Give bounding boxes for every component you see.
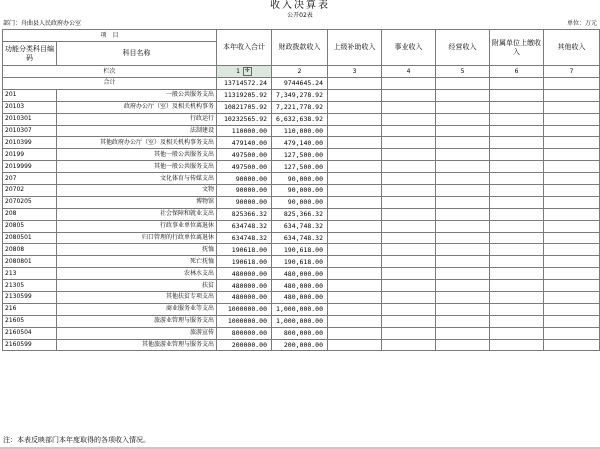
row-business[interactable] — [382, 137, 436, 149]
row-operating[interactable] — [436, 173, 490, 185]
row-business[interactable] — [382, 125, 436, 137]
row-business[interactable] — [382, 149, 436, 161]
row-name[interactable]: 农林水支出 — [57, 268, 217, 280]
row-code[interactable]: 2010399 — [3, 137, 57, 149]
row-other[interactable] — [544, 315, 600, 327]
row-code[interactable]: 216 — [3, 303, 57, 315]
row-operating[interactable] — [436, 303, 490, 315]
row-upper[interactable] — [328, 256, 382, 268]
row-business[interactable] — [382, 280, 436, 292]
table-row — [3, 327, 600, 339]
row-operating[interactable] — [436, 292, 490, 304]
row-name[interactable]: 其他一般公共服务支出 — [57, 161, 217, 173]
row-fiscal[interactable]: 127,500.00 — [272, 149, 328, 161]
row-fiscal[interactable]: 110,000.00 — [272, 125, 328, 137]
row-other[interactable] — [544, 244, 600, 256]
header-business[interactable]: 事业收入 — [382, 30, 436, 66]
total-row-total[interactable]: 13714572.24 — [217, 78, 272, 90]
row-affiliated[interactable] — [490, 292, 544, 304]
row-business[interactable] — [382, 220, 436, 232]
row-name[interactable]: 文化体育与传媒支出 — [57, 173, 217, 185]
row-fiscal[interactable]: 200,000.00 — [272, 339, 328, 351]
table-row — [3, 232, 600, 244]
header-other[interactable]: 其他收入 — [544, 30, 600, 66]
row-other[interactable] — [544, 161, 600, 173]
row-other[interactable] — [544, 339, 600, 351]
row-total[interactable]: 90000.00 — [217, 173, 272, 185]
column-num-4[interactable]: 4 — [382, 66, 436, 78]
row-fiscal[interactable]: 6,632,638.92 — [272, 113, 328, 125]
row-operating[interactable] — [436, 101, 490, 113]
row-other[interactable] — [544, 137, 600, 149]
row-fiscal[interactable]: 800,000.00 — [272, 327, 328, 339]
row-name[interactable]: 扶贫 — [57, 280, 217, 292]
row-other[interactable] — [544, 303, 600, 315]
row-fiscal[interactable]: 190,618.00 — [272, 244, 328, 256]
row-code[interactable]: 20199 — [3, 149, 57, 161]
table-row — [3, 196, 600, 208]
row-fiscal[interactable]: 480,000.00 — [272, 268, 328, 280]
row-business[interactable] — [382, 303, 436, 315]
total-row-upper[interactable] — [328, 78, 382, 90]
table-row — [3, 303, 600, 315]
row-operating[interactable] — [436, 327, 490, 339]
table-row — [3, 185, 600, 197]
row-name[interactable]: 其他旅游业管理与服务支出 — [57, 339, 217, 351]
row-business[interactable] — [382, 327, 436, 339]
table-row — [3, 89, 600, 101]
fill-handle-icon: ✛ — [244, 66, 250, 74]
row-name[interactable]: 文物 — [57, 185, 217, 197]
row-operating[interactable] — [436, 256, 490, 268]
row-upper[interactable] — [328, 196, 382, 208]
row-affiliated[interactable] — [490, 101, 544, 113]
table-note: 注：本表反映部门本年度取得的各项收入情况。 — [3, 436, 150, 444]
row-name[interactable]: 旅游业管理与服务支出 — [57, 315, 217, 327]
row-fiscal[interactable]: 90,000.00 — [272, 173, 328, 185]
header-affiliated[interactable]: 附属单位上缴收入 — [490, 30, 544, 66]
row-total[interactable]: 190618.00 — [217, 244, 272, 256]
row-fiscal[interactable]: 190,618.00 — [272, 256, 328, 268]
table-row — [3, 161, 600, 173]
unit-label: 单位：万元 — [566, 20, 597, 27]
row-operating[interactable] — [436, 280, 490, 292]
row-upper[interactable] — [328, 101, 382, 113]
row-upper[interactable] — [328, 292, 382, 304]
total-row-business[interactable] — [382, 78, 436, 90]
row-upper[interactable] — [328, 125, 382, 137]
row-name[interactable]: 博物馆 — [57, 196, 217, 208]
row-business[interactable] — [382, 89, 436, 101]
row-other[interactable] — [544, 89, 600, 101]
row-operating[interactable] — [436, 244, 490, 256]
row-operating[interactable] — [436, 232, 490, 244]
column-num-5[interactable]: 5 — [436, 66, 490, 78]
row-operating[interactable] — [436, 161, 490, 173]
row-upper[interactable] — [328, 208, 382, 220]
row-total[interactable]: 11319205.92 — [217, 89, 272, 101]
row-business[interactable] — [382, 244, 436, 256]
total-row-operating[interactable] — [436, 78, 490, 90]
row-total[interactable]: 497500.00 — [217, 161, 272, 173]
row-total[interactable]: 497500.00 — [217, 149, 272, 161]
row-business[interactable] — [382, 232, 436, 244]
row-operating[interactable] — [436, 339, 490, 351]
table-row — [3, 220, 600, 232]
report-title: 收入决算表 — [270, 0, 330, 11]
row-operating[interactable] — [436, 113, 490, 125]
row-other[interactable] — [544, 101, 600, 113]
row-other[interactable] — [544, 280, 600, 292]
row-upper[interactable] — [328, 280, 382, 292]
data-rows — [3, 89, 600, 351]
column-num-1[interactable]: 1 ✛ — [217, 66, 272, 78]
table-row — [3, 256, 600, 268]
row-other[interactable] — [544, 149, 600, 161]
header-xiangmu[interactable]: 项 目 — [3, 30, 217, 42]
row-business[interactable] — [382, 256, 436, 268]
row-operating[interactable] — [436, 208, 490, 220]
table-row — [3, 244, 600, 256]
row-code[interactable]: 2130599 — [3, 292, 57, 304]
row-upper[interactable] — [328, 327, 382, 339]
column-num-3[interactable]: 3 — [328, 66, 382, 78]
row-total[interactable]: 634748.32 — [217, 220, 272, 232]
table-row — [3, 280, 600, 292]
row-business[interactable] — [382, 292, 436, 304]
row-code[interactable]: 20808 — [3, 244, 57, 256]
row-affiliated[interactable] — [490, 268, 544, 280]
row-affiliated[interactable] — [490, 220, 544, 232]
row-operating[interactable] — [436, 137, 490, 149]
row-name[interactable]: 商业服务业等支出 — [57, 303, 217, 315]
row-name[interactable]: 死亡抚恤 — [57, 256, 217, 268]
table-row — [3, 315, 600, 327]
row-other[interactable] — [544, 292, 600, 304]
row-name[interactable]: 其他政府办公厅（室）及相关机构事务支出 — [57, 137, 217, 149]
row-affiliated[interactable] — [490, 232, 544, 244]
row-fiscal[interactable]: 825,366.32 — [272, 208, 328, 220]
row-other[interactable] — [544, 232, 600, 244]
row-upper[interactable] — [328, 89, 382, 101]
row-total[interactable]: 1000000.00 — [217, 303, 272, 315]
row-code[interactable]: 21605 — [3, 315, 57, 327]
row-affiliated[interactable] — [490, 173, 544, 185]
row-total[interactable]: 110000.00 — [217, 125, 272, 137]
table-row — [3, 137, 600, 149]
row-total[interactable]: 480000.00 — [217, 292, 272, 304]
income-table — [2, 29, 600, 351]
row-affiliated[interactable] — [490, 280, 544, 292]
row-business[interactable] — [382, 315, 436, 327]
row-fiscal[interactable]: 634,748.32 — [272, 220, 328, 232]
row-affiliated[interactable] — [490, 113, 544, 125]
table-row — [3, 339, 600, 351]
header-name[interactable]: 科目名称 — [57, 42, 217, 66]
row-affiliated[interactable] — [490, 149, 544, 161]
row-upper[interactable] — [328, 244, 382, 256]
row-code[interactable]: 2070205 — [3, 196, 57, 208]
row-code[interactable]: 20103 — [3, 101, 57, 113]
total-row-label[interactable]: 合计 — [3, 78, 217, 90]
row-fiscal[interactable]: 1,000,000.00 — [272, 303, 328, 315]
column-num-7[interactable]: 7 — [544, 66, 600, 78]
row-name[interactable]: 其他扶贫专项支出 — [57, 292, 217, 304]
row-upper[interactable] — [328, 185, 382, 197]
table-row — [3, 268, 600, 280]
row-operating[interactable] — [436, 125, 490, 137]
row-business[interactable] — [382, 185, 436, 197]
row-total[interactable]: 10821705.92 — [217, 101, 272, 113]
row-total[interactable]: 480000.00 — [217, 280, 272, 292]
row-other[interactable] — [544, 327, 600, 339]
row-name[interactable]: 行政运行 — [57, 113, 217, 125]
row-fiscal[interactable]: 479,140.00 — [272, 137, 328, 149]
row-affiliated[interactable] — [490, 89, 544, 101]
row-total[interactable]: 479140.00 — [217, 137, 272, 149]
header-code[interactable]: 功能分类科目编码 — [3, 42, 57, 66]
row-business[interactable] — [382, 113, 436, 125]
row-name[interactable]: 归口管理的行政单位离退休 — [57, 232, 217, 244]
header-operating[interactable]: 经营收入 — [436, 30, 490, 66]
row-code[interactable]: 201 — [3, 89, 57, 101]
row-business[interactable] — [382, 268, 436, 280]
table-row — [3, 208, 600, 220]
row-name[interactable]: 社会保障和就业支出 — [57, 208, 217, 220]
row-business[interactable] — [382, 339, 436, 351]
row-upper[interactable] — [328, 303, 382, 315]
row-operating[interactable] — [436, 268, 490, 280]
row-business[interactable] — [382, 161, 436, 173]
row-affiliated[interactable] — [490, 196, 544, 208]
row-other[interactable] — [544, 196, 600, 208]
row-fiscal[interactable]: 480,000.00 — [272, 292, 328, 304]
row-upper[interactable] — [328, 161, 382, 173]
table-row — [3, 101, 600, 113]
row-code[interactable]: 20702 — [3, 185, 57, 197]
row-other[interactable] — [544, 185, 600, 197]
table-row — [3, 292, 600, 304]
row-upper[interactable] — [328, 220, 382, 232]
row-name[interactable]: 其他一般公共服务支出 — [57, 149, 217, 161]
row-business[interactable] — [382, 173, 436, 185]
column-num-2[interactable]: 2 — [272, 66, 328, 78]
row-other[interactable] — [544, 125, 600, 137]
row-business[interactable] — [382, 101, 436, 113]
row-affiliated[interactable] — [490, 137, 544, 149]
row-name[interactable]: 法制建设 — [57, 125, 217, 137]
row-affiliated[interactable] — [490, 244, 544, 256]
row-name[interactable]: 行政事业单位离退休 — [57, 220, 217, 232]
row-total[interactable]: 90000.00 — [217, 185, 272, 197]
header-upper[interactable]: 上级补助收入 — [328, 30, 382, 66]
row-operating[interactable] — [436, 196, 490, 208]
row-code[interactable]: 2080801 — [3, 256, 57, 268]
row-upper[interactable] — [328, 268, 382, 280]
row-total[interactable]: 825366.32 — [217, 208, 272, 220]
row-fiscal[interactable]: 90,000.00 — [272, 185, 328, 197]
column-num-6[interactable]: 6 — [490, 66, 544, 78]
row-upper[interactable] — [328, 137, 382, 149]
row-code[interactable]: 2080501 — [3, 232, 57, 244]
row-operating[interactable] — [436, 89, 490, 101]
row-affiliated[interactable] — [490, 256, 544, 268]
row-fiscal[interactable]: 634,748.32 — [272, 232, 328, 244]
row-affiliated[interactable] — [490, 339, 544, 351]
header-fiscal[interactable]: 财政拨款收入 — [272, 30, 328, 66]
row-business[interactable] — [382, 208, 436, 220]
row-code[interactable]: 208 — [3, 208, 57, 220]
row-code[interactable]: 207 — [3, 173, 57, 185]
row-affiliated[interactable] — [490, 303, 544, 315]
row-upper[interactable] — [328, 173, 382, 185]
row-total[interactable]: 1000000.00 — [217, 315, 272, 327]
row-code[interactable]: 2019999 — [3, 161, 57, 173]
table-row — [3, 173, 600, 185]
row-total[interactable]: 800000.00 — [217, 327, 272, 339]
form-code: 公开02表 — [287, 12, 313, 19]
row-fiscal[interactable]: 90,000.00 — [272, 196, 328, 208]
row-operating[interactable] — [436, 220, 490, 232]
row-name[interactable]: 旅游宣传 — [57, 327, 217, 339]
row-fiscal[interactable]: 7,349,278.92 — [272, 89, 328, 101]
row-affiliated[interactable] — [490, 185, 544, 197]
row-code[interactable]: 2010301 — [3, 113, 57, 125]
row-total[interactable]: 200000.00 — [217, 339, 272, 351]
row-code[interactable]: 20805 — [3, 220, 57, 232]
total-row-affiliated[interactable] — [490, 78, 544, 90]
row-total[interactable]: 634748.32 — [217, 232, 272, 244]
row-other[interactable] — [544, 113, 600, 125]
row-fiscal[interactable]: 127,500.00 — [272, 161, 328, 173]
row-name[interactable]: 一般公共服务支出 — [57, 89, 217, 101]
row-fiscal[interactable]: 1,000,000.00 — [272, 315, 328, 327]
row-business[interactable] — [382, 196, 436, 208]
table-row — [3, 149, 600, 161]
row-affiliated[interactable] — [490, 125, 544, 137]
row-total[interactable]: 190618.00 — [217, 256, 272, 268]
row-operating[interactable] — [436, 315, 490, 327]
total-row-other[interactable] — [544, 78, 600, 90]
row-other[interactable] — [544, 173, 600, 185]
department-label: 部门：舟曲县人民政府办公室 — [3, 20, 82, 27]
row-code[interactable]: 2160599 — [3, 339, 57, 351]
row-affiliated[interactable] — [490, 161, 544, 173]
row-upper[interactable] — [328, 232, 382, 244]
table-row — [3, 113, 600, 125]
row-code[interactable]: 2160504 — [3, 327, 57, 339]
row-other[interactable] — [544, 256, 600, 268]
row-upper[interactable] — [328, 339, 382, 351]
row-affiliated[interactable] — [490, 208, 544, 220]
row-other[interactable] — [544, 268, 600, 280]
row-total[interactable]: 90000.00 — [217, 196, 272, 208]
row-name[interactable]: 抚恤 — [57, 244, 217, 256]
row-code[interactable]: 213 — [3, 268, 57, 280]
row-total[interactable]: 480000.00 — [217, 268, 272, 280]
total-row-fiscal[interactable]: 9744645.24 — [272, 78, 328, 90]
row-upper[interactable] — [328, 315, 382, 327]
header-total[interactable]: 本年收入合计 — [217, 30, 272, 66]
row-affiliated[interactable] — [490, 315, 544, 327]
row-upper[interactable] — [328, 149, 382, 161]
row-code[interactable]: 2010307 — [3, 125, 57, 137]
row-name[interactable]: 政府办公厅（室）及相关机构事务 — [57, 101, 217, 113]
row-affiliated[interactable] — [490, 327, 544, 339]
row-total[interactable]: 10232565.92 — [217, 113, 272, 125]
row-code[interactable]: 21305 — [3, 280, 57, 292]
column-row-label[interactable]: 栏次 — [3, 66, 217, 78]
row-other[interactable] — [544, 208, 600, 220]
row-operating[interactable] — [436, 185, 490, 197]
row-upper[interactable] — [328, 113, 382, 125]
row-fiscal[interactable]: 480,000.00 — [272, 280, 328, 292]
row-operating[interactable] — [436, 149, 490, 161]
table-row — [3, 125, 600, 137]
row-other[interactable] — [544, 220, 600, 232]
row-fiscal[interactable]: 7,221,778.92 — [272, 101, 328, 113]
